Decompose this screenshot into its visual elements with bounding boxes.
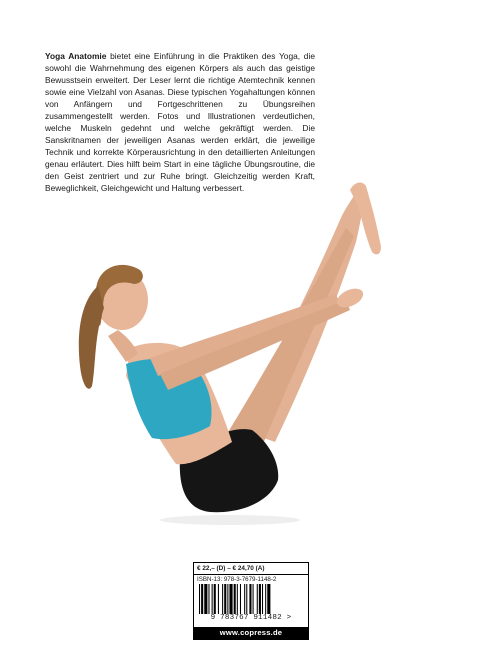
barcode-stripe xyxy=(249,584,251,614)
barcode-stripe xyxy=(240,584,241,614)
barcode-digits: 9 783767 911482 > xyxy=(210,614,292,622)
barcode-stripe xyxy=(246,584,247,614)
barcode-stripe xyxy=(218,584,219,614)
barcode-stripe xyxy=(227,584,228,614)
barcode-stripe xyxy=(204,584,207,614)
barcode-stripe xyxy=(267,584,270,614)
barcode-stripe xyxy=(201,584,203,614)
barcode-stripe xyxy=(265,584,266,614)
barcode-stripe xyxy=(262,584,263,614)
barcode-stripe xyxy=(229,584,232,614)
barcode-stripe xyxy=(237,584,238,614)
barcode-stripe xyxy=(214,584,216,614)
barcode-stripe xyxy=(259,584,261,614)
blurb-text: bietet eine Einführung in die Praktiken des Yoga, die sowohl die Wahrnehmung des eigenen Körpers als auch das geistige Bewusstsein erweitert. Der Leser lernt die richtige Atemtechnik kennen sowie eine Vielzahl von Asanas. Diese typischen Yogahaltungen können von Anfängern und Fortgeschrittenen zu Übungsreihen zusammengestellt werden. Fotos und Illustrationen verdeutlichen, welche Muskeln gedehnt und welche gekräftigt werden. Die Sanskritnamen der jeweiligen Asanas werden erklärt, die jeweilige Technik und korrekte Körperausrichtung in den detaillierten Anleitungen genau erläutert. Dies hilft beim Start in eine tägliche Übungsroutine, die den Geist zentriert und zur Ruhe bringt. Gleichzeitig werden Kraft, Beweglichkeit, Gleichgewicht und Haltung verbessert. xyxy=(45,51,315,193)
book-title: Yoga Anatomie xyxy=(45,51,107,61)
publisher-url: www.copress.de xyxy=(194,627,308,639)
barcode-stripe xyxy=(199,584,200,614)
barcode-bars xyxy=(199,584,303,614)
back-cover-blurb xyxy=(45,50,315,194)
barcode-label xyxy=(193,562,309,640)
barcode-stripe xyxy=(234,584,236,614)
barcode-stripe xyxy=(224,584,226,614)
barcode-stripe xyxy=(222,584,223,614)
barcode-stripe xyxy=(208,584,209,614)
barcode-stripe xyxy=(212,584,213,614)
ponytail xyxy=(79,286,104,389)
barcode-stripe xyxy=(257,584,258,614)
barcode-stripe xyxy=(253,584,254,614)
barcode-stripe xyxy=(244,584,245,614)
floor-shadow xyxy=(160,515,300,525)
yoga-boat-pose-photo xyxy=(0,180,500,540)
isbn-label: ISBN-13: 978-3-7679-1148-2 xyxy=(197,576,277,583)
price-label: € 22,– (D) – € 24,70 (A) xyxy=(194,563,308,575)
